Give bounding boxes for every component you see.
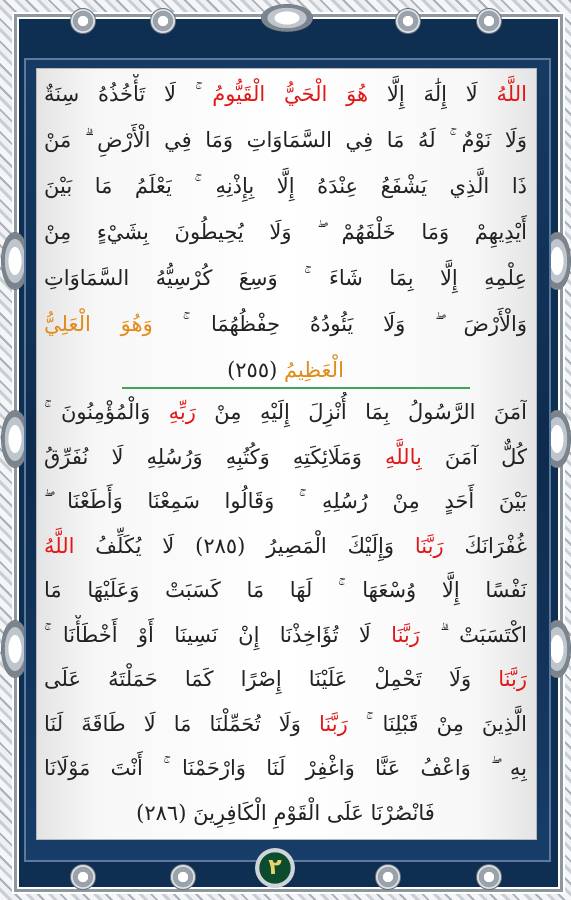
verse-segment: وَالْمُؤْمِنُونَ ۚ (44, 400, 169, 424)
verse-255-line (44, 212, 527, 252)
verse-segment: (٢٥٥) (227, 358, 284, 382)
verse-285-286-line (44, 481, 527, 521)
verse-segment: رَبَّنَا (414, 533, 444, 558)
verse-segment: ۚ لَا تَأْخُذُهُ سِنَةٌ (44, 82, 213, 106)
bottom-right-knot-icon (476, 864, 502, 890)
verse-segment: غُفْرَانَكَ (443, 533, 527, 558)
top-ornament-icon (261, 4, 313, 32)
verse-segment: كُلٌّ آمَنَ (421, 444, 527, 469)
verse-segment: ذَا الَّذِي يَشْفَعُ عِنْدَهُ إِلَّا بِإِذْنِهِ ۚ يَعْلَمُ مَا بَيْنَ (44, 174, 527, 198)
verse-segment: رَبَّنَا (391, 622, 420, 647)
verse-segment: فَانْصُرْنَا عَلَى الْقَوْمِ الْكَافِرِينَ (٢٨٦) (136, 800, 435, 825)
verse-segment: اللَّهُ (496, 82, 527, 106)
verse-segment: وَلَا تُحَمِّلْنَا مَا لَا طَاقَةَ لَنَا (44, 711, 319, 736)
verse-segment: بِاللَّهِ (384, 444, 422, 469)
verse-segment: نَفْسًا إِلَّا وُسْعَهَا ۚ لَهَا مَا كَسَبَتْ وَعَلَيْهَا مَا (44, 578, 527, 602)
verse-255-line (44, 120, 527, 160)
verse-285-286-line (44, 437, 527, 477)
top-knot-icon (150, 8, 176, 34)
verse-285-286-line (44, 793, 527, 833)
top-knot-icon (395, 8, 421, 34)
verse-segment: عِلْمِهِ إِلَّا بِمَا شَاءَ ۚ وَسِعَ كُرْسِيُّهُ السَّمَاوَاتِ (44, 266, 527, 290)
verse-285-286-line (44, 615, 527, 655)
verse-segment: أَيْدِيهِمْ وَمَا خَلْفَهُمْ ۖ وَلَا يُحِيطُونَ بِشَيْءٍ مِنْ (44, 220, 527, 244)
verse-segment: وَلَا نَوْمٌ ۚ لَهُ مَا فِي السَّمَاوَاتِ وَمَا فِي الْأَرْضِ ۗ مَنْ (44, 128, 527, 152)
verse-segment: اكْتَسَبَتْ ۗ (419, 622, 527, 647)
verse-segment: اللَّهُ (44, 533, 75, 558)
verse-segment: وَهُوَ الْعَلِيُّ (44, 312, 153, 336)
top-left-knot-icon (70, 8, 96, 34)
section-divider (122, 387, 470, 389)
verse-segment: هُوَ الْحَيُّ الْقَيُّومُ (212, 82, 369, 106)
verse-segment: الْعَظِيمُ (284, 358, 344, 382)
verse-segment: الَّذِينَ مِنْ قَبْلِنَا ۚ (347, 711, 527, 736)
verse-segment: رَبِّهِ (168, 400, 196, 424)
verse-285-286-line (44, 392, 527, 432)
page-number-badge[interactable]: ٢ (255, 848, 295, 888)
verse-segment: وَمَلَائِكَتِهِ وَكُتُبِهِ وَرُسُلِهِ لَا نُفَرِّقُ (44, 444, 385, 469)
bottom-knot-icon (170, 864, 196, 890)
verse-segment: آمَنَ الرَّسُولُ بِمَا أُنْزِلَ إِلَيْهِ مِنْ (195, 400, 527, 424)
bottom-knot-icon (375, 864, 401, 890)
top-right-knot-icon (476, 8, 502, 34)
verse-255-line (44, 74, 527, 114)
verse-285-286-line (44, 526, 527, 566)
verse-segment: رَبَّنَا (498, 667, 527, 691)
verse-285-286-line (44, 704, 527, 744)
verse-segment: بَيْنَ أَحَدٍ مِنْ رُسُلِهِ ۚ وَقَالُوا سَمِعْنَا وَأَطَعْنَا ۖ (44, 489, 527, 513)
verse-segment: وَلَا تَحْمِلْ عَلَيْنَا إِصْرًا كَمَا حَمَلْتَهُ عَلَى (44, 667, 499, 691)
verse-segment: بِهِ ۖ وَاعْفُ عَنَّا وَاغْفِرْ لَنَا وَارْحَمْنَا ۚ أَنْتَ مَوْلَانَا (44, 756, 527, 780)
verse-segment: وَإِلَيْكَ الْمَصِيرُ (٢٨٥) لَا يُكَلِّفُ (74, 533, 415, 558)
verse-segment: وَالْأَرْضَ ۖ وَلَا يَئُودُهُ حِفْظُهُمَا ۚ (152, 312, 527, 336)
verse-255-line (44, 304, 527, 344)
verse-segment: لَا تُؤَاخِذْنَا إِنْ نَسِينَا أَوْ أَخْطَأْنَا ۚ (44, 622, 392, 647)
verse-255-end-line (44, 350, 527, 390)
verse-285-286-line (44, 659, 527, 699)
verse-255-line (44, 258, 527, 298)
verse-segment: رَبَّنَا (318, 711, 348, 736)
bottom-left-knot-icon (70, 864, 96, 890)
verse-285-286-line (44, 570, 527, 610)
verse-255-line (44, 166, 527, 206)
verse-285-286-line (44, 748, 527, 788)
verse-segment: لَا إِلَٰهَ إِلَّا (368, 82, 497, 106)
